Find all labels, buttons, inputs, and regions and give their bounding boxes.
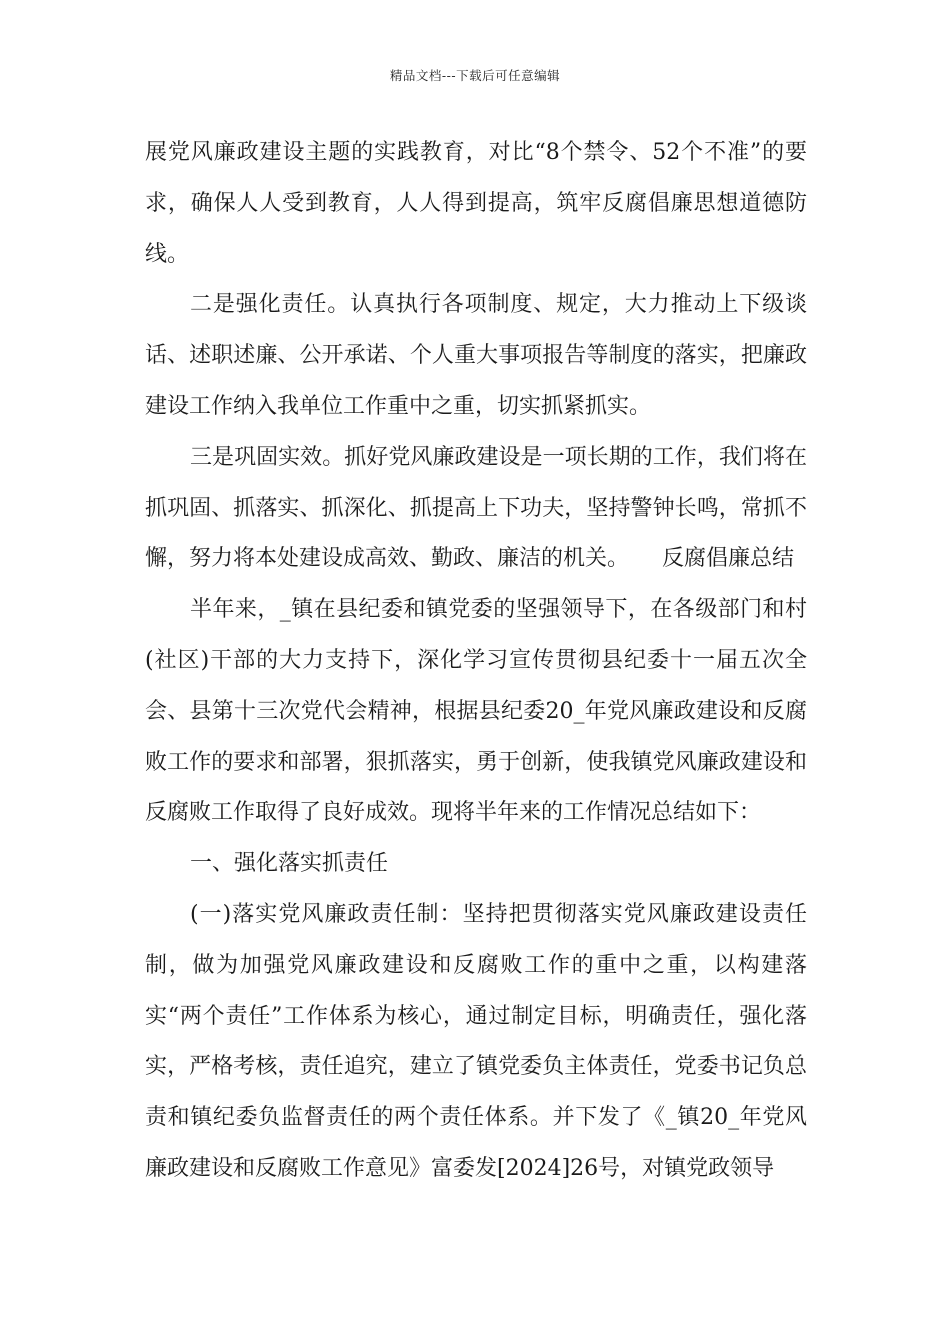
paragraph-1: 展党风廉政建设主题的实践教育，对比“8个禁令、52个不准”的要求，确保人人受到教育，人人得到提高，筑牢反腐倡廉思想道德防线。	[145, 140, 807, 267]
paragraph-4: 半年来，_镇在县纪委和镇党委的坚强领导下，在各级部门和村(社区)干部的大力支持下，深化学习宣传贯彻县纪委十一届五次全会、县第十三次党代会精神，根据县纪委20_年党风廉政建设和反腐败工作的要求和部署，狠抓落实，勇于创新，使我镇党风廉政建设和反腐败工作取得了良好成效。现将半年来的工作情况总结如下：	[145, 597, 807, 826]
document-body	[145, 128, 807, 1195]
section-heading: 一、强化落实抓责任	[190, 851, 389, 877]
paragraph-5: (一)落实党风廉政责任制：坚持把贯彻落实党风廉政建设责任制，做为加强党风廉政建设和反腐败工作的重中之重，以构建落实“两个责任”工作体系为核心，通过制定目标，明确责任，强化落实，严格考核，责任追究，建立了镇党委负主体责任，党委书记负总责和镇纪委负监督责任的两个责任体系。并下发了《_镇20_年党风廉政建设和反腐败工作意见》富委发[2024]26号，对镇党政领导	[145, 901, 807, 1181]
page-header: 精品文档---下载后可任意编辑	[389, 68, 561, 83]
paragraph-2: 二是强化责任。认真执行各项制度、规定，大力推动上下级谈话、述职述廉、公开承诺、个人重大事项报告等制度的落实，把廉政建设工作纳入我单位工作重中之重，切实抓紧抓实。	[145, 292, 807, 419]
paragraph-3: 三是巩固实效。抓好党风廉政建设是一项长期的工作，我们将在抓巩固、抓落实、抓深化、抓提高上下功夫，坚持警钟长鸣，常抓不懈，努力将本处建设成高效、勤政、廉洁的机关。 反腐倡廉总结	[145, 444, 807, 572]
